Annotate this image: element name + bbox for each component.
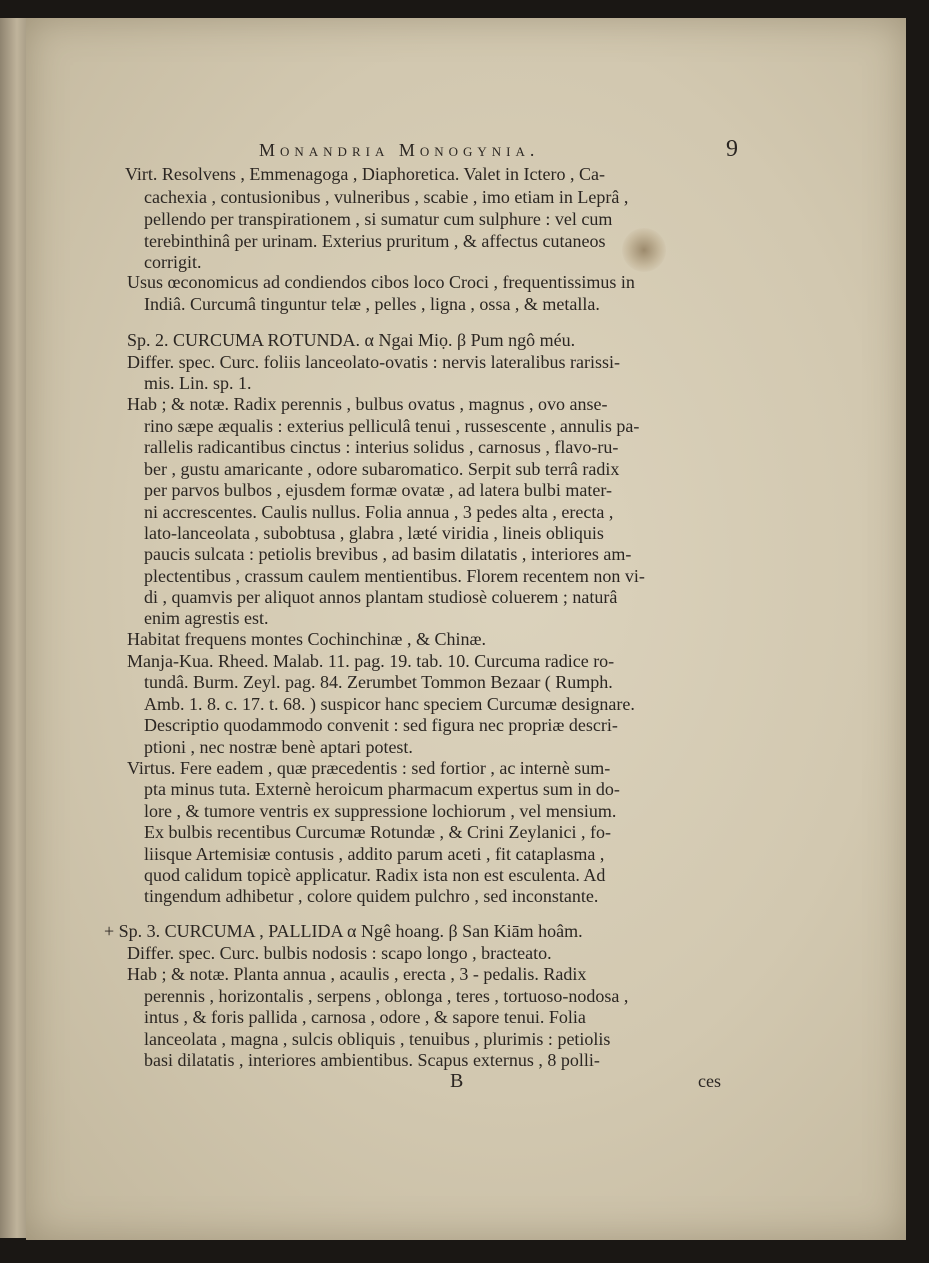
signature-mark: B xyxy=(450,1070,464,1092)
text-line: intus , & foris pallida , carnosa , odore , & sapore tenui. Folia xyxy=(144,1007,586,1027)
text-line: per parvos bulbos , ejusdem formæ ovatæ , ad latera bulbi mater- xyxy=(144,480,613,500)
text-line: basi dilatatis , interiores ambientibus. Scapus externus , 8 polli- xyxy=(144,1050,600,1070)
text-line: ni accrescentes. Caulis nullus. Folia annua , 3 pedes alta , erecta , xyxy=(144,502,614,522)
species-heading: Sp. 2. CURCUMA ROTUNDA. α Ngai Miọ. β Pum ngô méu. xyxy=(127,330,576,350)
text-line: tingendum adhibetur , colore quidem pulchro , sed inconstante. xyxy=(144,886,599,906)
text-line: perennis , horizontalis , serpens , oblonga , teres , tortuoso-nodosa , xyxy=(144,986,629,1006)
text-line: mis. Lin. sp. 1. xyxy=(144,373,252,393)
species-heading: + Sp. 3. CURCUMA , PALLIDA α Ngê hoang. β San Kiām hoâm. xyxy=(104,921,583,941)
text-line: cachexia , contusionibus , vulneribus , scabie , imo etiam in Leprâ , xyxy=(144,187,629,207)
text-line: paucis sulcata : petiolis brevibus , ad basim dilatatis , interiores am- xyxy=(144,544,632,564)
text-line: lanceolata , magna , sulcis obliquis , tenuibus , plurimis : petiolis xyxy=(144,1029,611,1049)
catchword: ces xyxy=(698,1071,721,1091)
text-line: terebinthinâ per urinam. Exterius pruritum , & affectus cutaneos xyxy=(144,231,606,251)
text-line: Virt. Resolvens , Emmenagoga , Diaphoretica. Valet in Ictero , Ca- xyxy=(125,164,605,184)
text-line: Differ. spec. Curc. foliis lanceolato-ovatis : nervis lateralibus rarissi- xyxy=(127,352,621,372)
book-page xyxy=(26,18,906,1240)
text-line: Differ. spec. Curc. bulbis nodosis : scapo longo , bracteato. xyxy=(127,943,552,963)
text-line: Amb. 1. 8. c. 17. t. 68. ) suspicor hanc speciem Curcumæ designare. xyxy=(144,694,635,714)
facing-page-edge xyxy=(0,18,29,1238)
text-line: pta minus tuta. Externè heroicum pharmacum expertus sum in do- xyxy=(144,779,620,799)
page-number: 9 xyxy=(726,136,738,162)
text-line: lore , & tumore ventris ex suppressione lochiorum , vel mensium. xyxy=(144,801,617,821)
text-line: rallelis radicantibus cinctus : interius solidus , carnosus , flavo-ru- xyxy=(144,437,619,457)
text-line: enim agrestis est. xyxy=(144,608,269,628)
text-line: lato-lanceolata , subobtusa , glabra , læté viridia , lineis obliquis xyxy=(144,523,604,543)
text-line: Habitat frequens montes Cochinchinæ , & Chinæ. xyxy=(127,629,486,649)
text-line: Virtus. Fere eadem , quæ præcedentis : sed fortior , ac internè sum- xyxy=(127,758,611,778)
text-line: Usus œconomicus ad condiendos cibos loco Croci , frequentissimus in xyxy=(127,272,635,292)
text-line: Hab ; & notæ. Radix perennis , bulbus ovatus , magnus , ovo anse- xyxy=(127,394,608,414)
text-line: Descriptio quodammodo convenit : sed figura nec propriæ descri- xyxy=(144,715,618,735)
paper-stain xyxy=(622,228,666,272)
text-line: corrigit. xyxy=(144,252,202,272)
text-line: di , quamvis per aliquot annos plantam studiosè coluerem ; naturâ xyxy=(144,587,618,607)
text-line: Indiâ. Curcumâ tinguntur telæ , pelles , ligna , ossa , & metalla. xyxy=(144,294,600,314)
text-line: Hab ; & notæ. Planta annua , acaulis , erecta , 3 - pedalis. Radix xyxy=(127,964,587,984)
text-line: Ex bulbis recentibus Curcumæ Rotundæ , & Crini Zeylanici , fo- xyxy=(144,822,611,842)
running-title: Monandria Monogynia. xyxy=(259,140,540,160)
text-line: quod calidum topicè applicatur. Radix ista non est esculenta. Ad xyxy=(144,865,606,885)
text-line: liisque Artemisiæ contusis , addito parum aceti , fit cataplasma , xyxy=(144,844,605,864)
text-line: ptioni , nec nostræ benè aptari potest. xyxy=(144,737,413,757)
text-line: tundâ. Burm. Zeyl. pag. 84. Zerumbet Tommon Bezaar ( Rumph. xyxy=(144,672,613,692)
text-line: pellendo per transpirationem , si sumatur cum sulphure : vel cum xyxy=(144,209,613,229)
text-line: ber , gustu amaricante , odore subaromatico. Serpit sub terrâ radix xyxy=(144,459,620,479)
text-line: Manja-Kua. Rheed. Malab. 11. pag. 19. tab. 10. Curcuma radice ro- xyxy=(127,651,615,671)
text-line: rino sæpe æqualis : exterius pelliculâ tenui , russescente , annulis pa- xyxy=(144,416,640,436)
text-line: plectentibus , crassum caulem mentientibus. Florem recentem non vi- xyxy=(144,566,645,586)
